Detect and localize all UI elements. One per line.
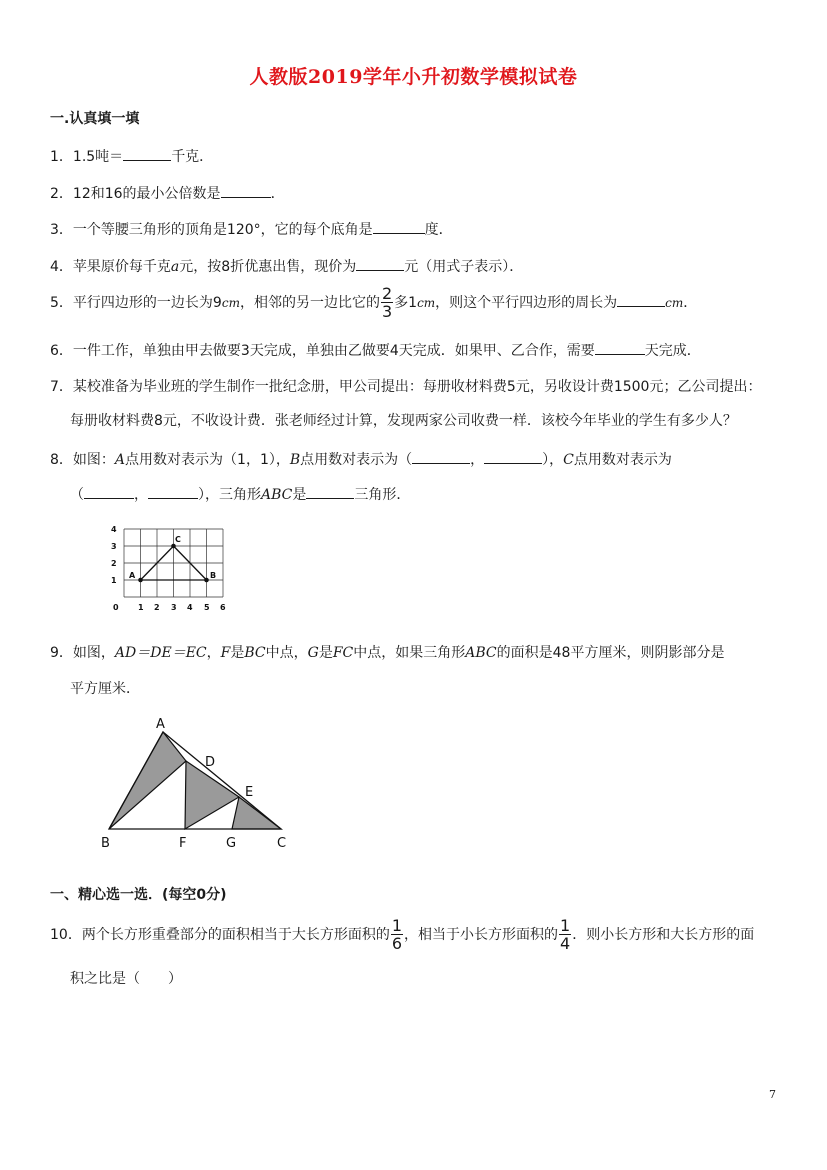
- question-number: 3．: [50, 222, 73, 238]
- question-text: 点用数对表示为: [573, 452, 672, 468]
- label-b: B: [101, 836, 110, 851]
- answer-blank[interactable]: [617, 292, 665, 307]
- question-number: 1．: [50, 149, 73, 165]
- fraction: [391, 918, 403, 952]
- answer-blank[interactable]: [484, 449, 542, 464]
- question-text: ），: [542, 452, 564, 468]
- segment-equality: AD＝DE＝EC: [114, 645, 207, 661]
- question-7: [50, 376, 797, 396]
- question-text: 如图：: [72, 452, 115, 468]
- answer-blank[interactable]: [148, 484, 198, 499]
- point-label: G: [307, 645, 319, 661]
- question-text: 是: [318, 645, 333, 661]
- question-text: 度．: [424, 222, 453, 238]
- y-tick: 4: [111, 525, 117, 534]
- question-text: 元（用式子表示）．: [404, 259, 524, 275]
- x-tick: 6: [220, 603, 226, 612]
- question-text: ，相邻的另一边比它的: [239, 295, 380, 311]
- question-text: 苹果原价每千克: [72, 259, 171, 275]
- question-text: 的面积是48平方厘米，则阴影部分是: [496, 645, 725, 661]
- question-text: 点用数对表示为（1，1），: [125, 452, 290, 468]
- question-text: 是: [292, 487, 307, 503]
- answer-blank[interactable]: [412, 449, 470, 464]
- shaded-triangle-figure: [95, 715, 305, 855]
- question-10-continued: 积之比是（ ）: [70, 971, 182, 987]
- segment-label: FC: [332, 645, 354, 661]
- question-text: ），三角形: [198, 487, 261, 503]
- x-tick: 4: [187, 603, 193, 612]
- question-text: 三角形．: [354, 487, 411, 503]
- question-number: 7．: [50, 379, 73, 395]
- x-tick: 2: [154, 603, 160, 612]
- question-8-continued: [70, 484, 797, 504]
- question-6: [50, 340, 797, 360]
- question-text: 元，按8折优惠出售，现价为: [179, 259, 357, 275]
- question-text: 某校准备为毕业班的学生制作一批纪念册，甲公司提出：每册收材料费5元，另收设计费1500元；乙公司提出：: [72, 379, 762, 395]
- question-9: [50, 642, 797, 662]
- x-tick: 3: [171, 603, 177, 612]
- question-number: 4．: [50, 259, 73, 275]
- question-8: [50, 449, 797, 469]
- point-label: C: [563, 452, 574, 468]
- question-text: 千克．: [171, 149, 214, 165]
- answer-blank[interactable]: [356, 256, 404, 271]
- label-f: F: [179, 836, 187, 851]
- question-text: （: [70, 487, 84, 503]
- shaded-region-abd: [109, 732, 186, 829]
- denominator: 4: [560, 934, 571, 953]
- answer-blank[interactable]: [595, 340, 645, 355]
- x-tick: 5: [204, 603, 210, 612]
- answer-blank[interactable]: [373, 219, 425, 234]
- question-number: 2．: [50, 186, 73, 202]
- question-text: 多1: [394, 295, 418, 311]
- question-text: ．: [270, 186, 285, 202]
- shaded-region-dfe: [185, 761, 239, 829]
- question-number: 10．: [50, 927, 82, 943]
- point-c: [171, 544, 176, 549]
- triangle-name: ABC: [261, 487, 293, 503]
- question-10: [50, 918, 797, 952]
- answer-blank[interactable]: [221, 183, 271, 198]
- question-text: ，: [470, 452, 485, 468]
- label-g: G: [226, 836, 237, 851]
- question-text: 中点，如果三角形: [353, 645, 466, 661]
- section-heading-choice: 一、精心选一选．(每空0分): [50, 887, 227, 903]
- y-tick: 2: [111, 559, 117, 568]
- question-1: [50, 146, 797, 166]
- question-2: [50, 183, 797, 203]
- question-text: ．: [683, 295, 698, 311]
- answer-blank[interactable]: [84, 484, 134, 499]
- page-title: 人教版2019学年小升初数学模拟试卷: [249, 66, 578, 88]
- label-a: A: [156, 717, 165, 732]
- question-number: 9．: [50, 645, 73, 661]
- denominator: 6: [391, 934, 403, 953]
- point-b: [204, 578, 209, 583]
- numerator: 2: [381, 284, 393, 303]
- question-number: 5．: [50, 295, 73, 311]
- question-text: 两个长方形重叠部分的面积相当于大长方形面积的: [81, 927, 390, 943]
- question-text: ，相当于小长方形面积的: [404, 927, 559, 943]
- question-text: ，: [206, 645, 221, 661]
- question-text: 一件工作，单独由甲去做要3天完成，单独由乙做要4天完成．如果甲、乙合作，需要: [72, 343, 595, 359]
- label-a: A: [129, 571, 136, 580]
- question-text: 点用数对表示为（: [300, 452, 413, 468]
- question-5: [50, 286, 797, 320]
- point-label: B: [289, 452, 301, 468]
- label-b: B: [210, 571, 217, 580]
- answer-blank[interactable]: [306, 484, 354, 499]
- point-a: [138, 578, 143, 583]
- segment-label: BC: [244, 645, 266, 661]
- unit: cm: [221, 296, 240, 310]
- question-text: 中点，: [265, 645, 308, 661]
- numerator: 1: [391, 916, 403, 935]
- question-text: 平行四边形的一边长为9: [72, 295, 222, 311]
- question-text: 1.5吨＝: [72, 149, 124, 165]
- label-e: E: [245, 785, 254, 800]
- answer-blank[interactable]: [123, 146, 171, 161]
- unit: cm: [417, 296, 436, 310]
- question-text: 天完成．: [644, 343, 701, 359]
- variable: a: [170, 259, 180, 275]
- point-label: A: [114, 452, 126, 468]
- y-tick: 3: [111, 542, 117, 551]
- question-number: 8．: [50, 452, 73, 468]
- point-label: F: [220, 645, 231, 661]
- question-number: 6．: [50, 343, 73, 359]
- question-7-continued: 每册收材料费8元，不收设计费．张老师经过计算，发现两家公司收费一样．该校今年毕业的学生有多少人？: [70, 413, 737, 429]
- triangle-name: ABC: [465, 645, 497, 661]
- question-3: [50, 219, 797, 239]
- denominator: 3: [381, 302, 393, 321]
- section-heading-fill: 一.认真填一填: [50, 111, 140, 127]
- y-tick: 1: [111, 576, 117, 585]
- question-9-continued: 平方厘米．: [70, 681, 140, 697]
- fraction: [381, 286, 393, 320]
- numerator: 1: [560, 916, 571, 935]
- unit: cm: [665, 296, 684, 310]
- question-text: 12和16的最小公倍数是: [72, 186, 221, 202]
- question-text: 一个等腰三角形的顶角是120°，它的每个底角是: [72, 222, 373, 238]
- label-c: C: [175, 535, 181, 544]
- x-tick: 0: [113, 603, 119, 612]
- x-tick: 1: [138, 603, 144, 612]
- label-c: C: [277, 836, 287, 851]
- question-text: ，: [134, 487, 148, 503]
- fraction: [559, 918, 571, 952]
- question-text: ．则小长方形和大长方形的面: [572, 927, 755, 943]
- coordinate-grid-figure: [108, 522, 234, 614]
- page-number: 7: [769, 1088, 776, 1101]
- question-4: [50, 256, 797, 276]
- question-text: 如图，: [72, 645, 115, 661]
- question-text: 是: [230, 645, 245, 661]
- shaded-region-egc: [232, 797, 281, 829]
- question-text: ，则这个平行四边形的周长为: [435, 295, 618, 311]
- label-d: D: [205, 755, 216, 770]
